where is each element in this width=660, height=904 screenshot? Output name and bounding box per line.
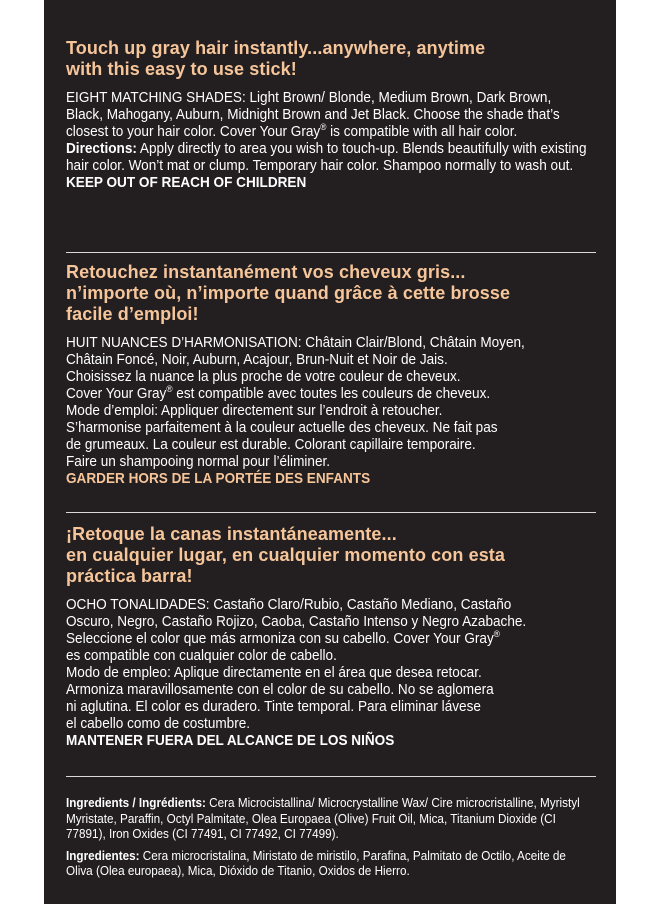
french-line: Mode d’emploi: Appliquer directement sur l’endroit à retoucher. [66,403,443,419]
spanish-line: Seleccione el color que más armoniza con su cabello. Cover Your Gray® [66,629,500,647]
spanish-line: Modo de empleo: Aplique directamente en el área que desea retocar. [66,665,482,681]
section-divider [66,512,596,513]
spanish-line: ni aglutina. El color es duradero. Tinte temporal. Para eliminar lávese [66,699,481,715]
english-body [66,90,591,192]
french-warning: GARDER HORS DE LA PORTÉE DES ENFANTS [66,471,371,487]
registered-mark: ® [166,384,173,395]
spanish-heading [66,524,596,587]
spanish-heading-line1: ¡Retoque la canas instantáneamente... [66,524,397,544]
french-line: HUIT NUANCES D’HARMONISATION: Châtain Clair/Blond, Châtain Moyen, [66,335,525,351]
french-line: Cover Your Gray® est compatible avec toutes les couleurs de cheveux. [66,384,491,402]
spanish-line: es compatible con cualquier color de cabello. [66,648,337,664]
directions-label: Directions: [66,141,137,157]
french-heading [66,262,596,325]
french-body [66,335,601,488]
english-warning: KEEP OUT OF REACH OF CHILDREN [66,175,307,191]
english-section [66,38,596,192]
french-line: Châtain Foncé, Noir, Auburn, Acajour, Brun-Nuit et Noir de Jais. [66,352,448,368]
english-shades-text: EIGHT MATCHING SHADES: Light Brown/ Blonde, Medium Brown, Dark Brown, Black, Mahogany, Auburn, Midnight Brown and Jet Black. Choose the shade that’s closest to your hair color. Cover Your Gray® is compatible with all hair color. [66,90,560,140]
french-line: Faire un shampooing normal pour l’éliminer. [66,454,331,470]
french-heading-line1: Retouchez instantanément vos cheveux gris... [66,262,466,282]
english-heading-line2: with this easy to use stick! [66,59,297,79]
registered-mark: ® [493,629,500,640]
spanish-heading-line2: en cualquier lugar, en cualquier momento con esta [66,545,506,565]
french-line: Choisissez la nuance la plus proche de votre couleur de cheveux. [66,369,461,385]
spanish-line: Oscuro, Negro, Castaño Rojizo, Caoba, Castaño Intenso y Negro Azabache. [66,614,527,630]
registered-mark: ® [320,122,327,133]
ingredients-section [66,796,587,886]
spanish-line: Armoniza maravillosamente con el color de su cabello. No se aglomera [66,682,494,698]
spanish-body [66,597,601,750]
section-divider [66,252,596,253]
spanish-heading-line3: práctica barra! [66,566,193,586]
ingredientes-label: Ingredientes: [66,848,140,863]
product-label-panel [44,0,616,904]
french-heading-line3: facile d’emploi! [66,304,199,324]
ingredients-label: Ingredients / Ingrédients: [66,796,206,810]
section-divider [66,776,596,777]
spanish-warning: MANTENER FUERA DEL ALCANCE DE LOS NIÑOS [66,733,395,749]
spanish-line: OCHO TONALIDADES: Castaño Claro/Rubio, Castaño Mediano, Castaño [66,597,512,613]
french-heading-line2: n’importe où, n’importe quand grâce à cette brosse [66,283,511,303]
english-heading-line1: Touch up gray hair instantly...anywhere, anytime [66,38,486,58]
ingredients-english-french: Ingredients / Ingrédients: Cera Microcistallina/ Microcrystalline Wax/ Cire microcristalline, Myristyl Myristate, Paraffin, Octyl Palmitate, Olea Europaea (Olive) Fruit Oil, Mica, Titanium Dioxide (CI 77891), Iron Oxides (CI 77491, CI 77492, CI 77499). [66,796,580,841]
french-line: de grumeaux. La couleur est durable. Colorant capillaire temporaire. [66,437,476,453]
spanish-section [66,524,596,750]
spanish-line: el cabello como de costumbre. [66,716,251,732]
french-section [66,262,596,488]
ingredients-spanish: Ingredientes: Cera microcristalina, Miristato de miristilo, Parafina, Palmitato de Octilo, Aceite de Oliva (Olea europaea), Mica, Dióxido de Titanio, Oxidos de Hierro. [66,848,566,878]
french-line: S’harmonise parfaitement à la couleur actuelle des cheveux. Ne fait pas [66,420,498,436]
english-heading [66,38,596,80]
english-directions: Directions: Apply directly to area you wish to touch-up. Blends beautifully with existing hair color. Won’t mat or clump. Temporary hair color. Shampoo normally to wash out. [66,141,587,174]
